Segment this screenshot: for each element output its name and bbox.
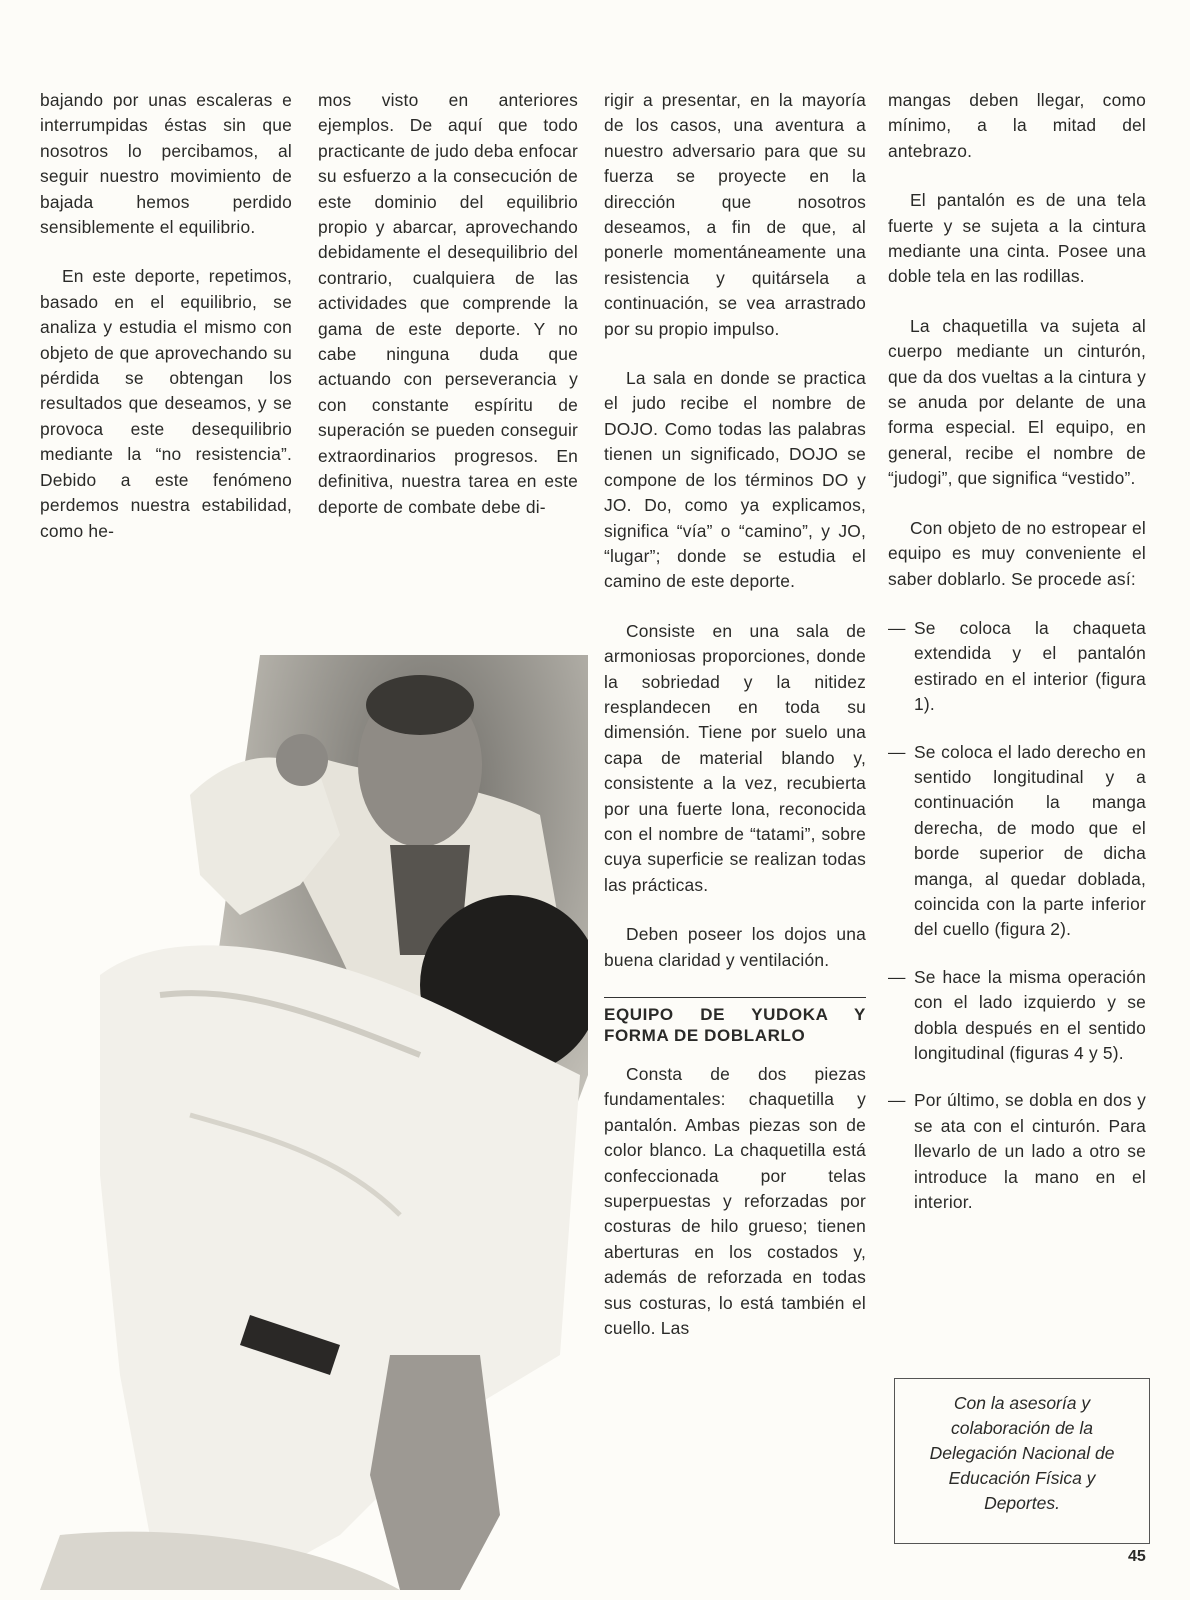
list-item-text: Por último, se dobla en dos y se ata con el cinturón. Para llevarlo de un lado a otro se introduce la mano en el interior. [914,1090,1146,1213]
text-column-1 [40,88,292,568]
list-item [888,1088,1146,1215]
list-item [888,616,1146,718]
paragraph: mangas deben llegar, como mínimo, a la mitad del antebrazo. [888,90,1146,161]
dash: — [888,617,906,638]
section-heading: EQUIPO DE YUDOKA Y FORMA DE DOBLARLO [604,997,866,1046]
text-column-4 [888,88,1146,1237]
page-number: 45 [1128,1548,1146,1565]
list-item [888,740,1146,943]
paragraph: La sala en donde se practica el judo recibe el nombre de DOJO. Como todas las palabras tienen un significado, DOJO se compone de los términos DO y JO. Do, como ya explicamos, significa “vía” o “camino”, y JO, “lugar”; donde se estudia el camino de este deporte. [604,368,866,592]
dash: — [888,966,906,987]
text-column-2 [318,88,578,544]
judo-photo [40,655,588,1590]
list-item-text: Se coloca la chaqueta extendida y el pantalón estirado en el interior (figura 1). [914,617,1146,715]
paragraph: La chaquetilla va sujeta al cuerpo mediante un cinturón, que da dos vueltas a la cintura y se anuda por delante de una forma especial. El equipo, en general, recibe el nombre de “judogi”, que significa “vestido”. [888,315,1146,489]
list-item-text: Se hace la misma operación con el lado izquierdo y se dobla después en el sentido longitudinal (figuras 4 y 5). [914,966,1146,1063]
credit-box [894,1378,1150,1544]
dash: — [888,1090,906,1111]
text-column-3 [604,88,866,1365]
dash: — [888,741,906,762]
paragraph: rigir a presentar, en la mayoría de los casos, una aventura a nuestro adversario para que su fuerza se proyecte en la dirección que nosotros deseamos, a fin de que, al ponerle momentáneamente una resistencia y quitársela a continuación, se vea arrastrado por su propio impulso. [604,90,866,339]
paragraph: mos visto en anteriores ejemplos. De aquí que todo practicante de judo deba enfocar su esfuerzo a la consecución de este dominio del equilibrio propio y abarcar, aprovechando debidamente el desequilibrio del contrario, cualquiera de las actividades que comprende la gama de este deporte. Y no cabe ninguna duda que actuando con perseverancia y con constante espíritu de superación se pueden conseguir extraordinarios progresos. En definitiva, nuestra tarea en este deporte de combate debe di- [318,90,578,517]
paragraph: Deben poseer los dojos una buena claridad y ventilación. [604,924,866,970]
paragraph: El pantalón es de una tela fuerte y se sujeta a la cintura mediante una cinta. Posee una doble tela en las rodillas. [888,190,1146,287]
paragraph: Consta de dos piezas fundamentales: chaquetilla y pantalón. Ambas piezas son de color blanco. La chaquetilla está confeccionada por telas superpuestas y reforzadas por costuras de hilo grueso; tienen aberturas en los costados y, además de reforzada en todas sus costuras, lo está también el cuello. Las [604,1064,866,1339]
credit-text: Con la asesoría y colaboración de la Delegación Nacional de Educación Física y Deportes. [929,1393,1115,1513]
judo-photo-icon [40,655,588,1590]
paragraph: bajando por unas escaleras e interrumpidas éstas sin que nosotros lo percibamos, al seguir nuestro movimiento de bajada hemos perdido sensiblemente el equilibrio. [40,90,292,238]
paragraph: Consiste en una sala de armoniosas proporciones, donde la sobriedad y la nitidez resplandecen en toda su dimensión. Tiene por suelo una capa de material blando y, consistente a la vez, recubierta por una fuerte lona, reconocida con el nombre de “tatami”, sobre cuya superficie se realizan todas las prácticas. [604,620,866,895]
list-item [888,965,1146,1067]
list-item-text: Se coloca el lado derecho en sentido longitudinal y a continuación la manga derecha, de modo que el borde superior de dicha manga, al quedar doblada, coincida con la parte inferior del cuello (figura 2). [914,741,1146,940]
paragraph: En este deporte, repetimos, basado en el equilibrio, se analiza y estudia el mismo con objeto de que aprovechando su pérdida se obtengan los resultados que deseamos, y se provoca este desequilibrio mediante la “no resistencia”. Debido a este fenómeno perdemos nuestra estabilidad, como he- [40,266,292,541]
paragraph: Con objeto de no estropear el equipo es muy conveniente el saber doblarlo. Se procede así: [888,517,1146,589]
